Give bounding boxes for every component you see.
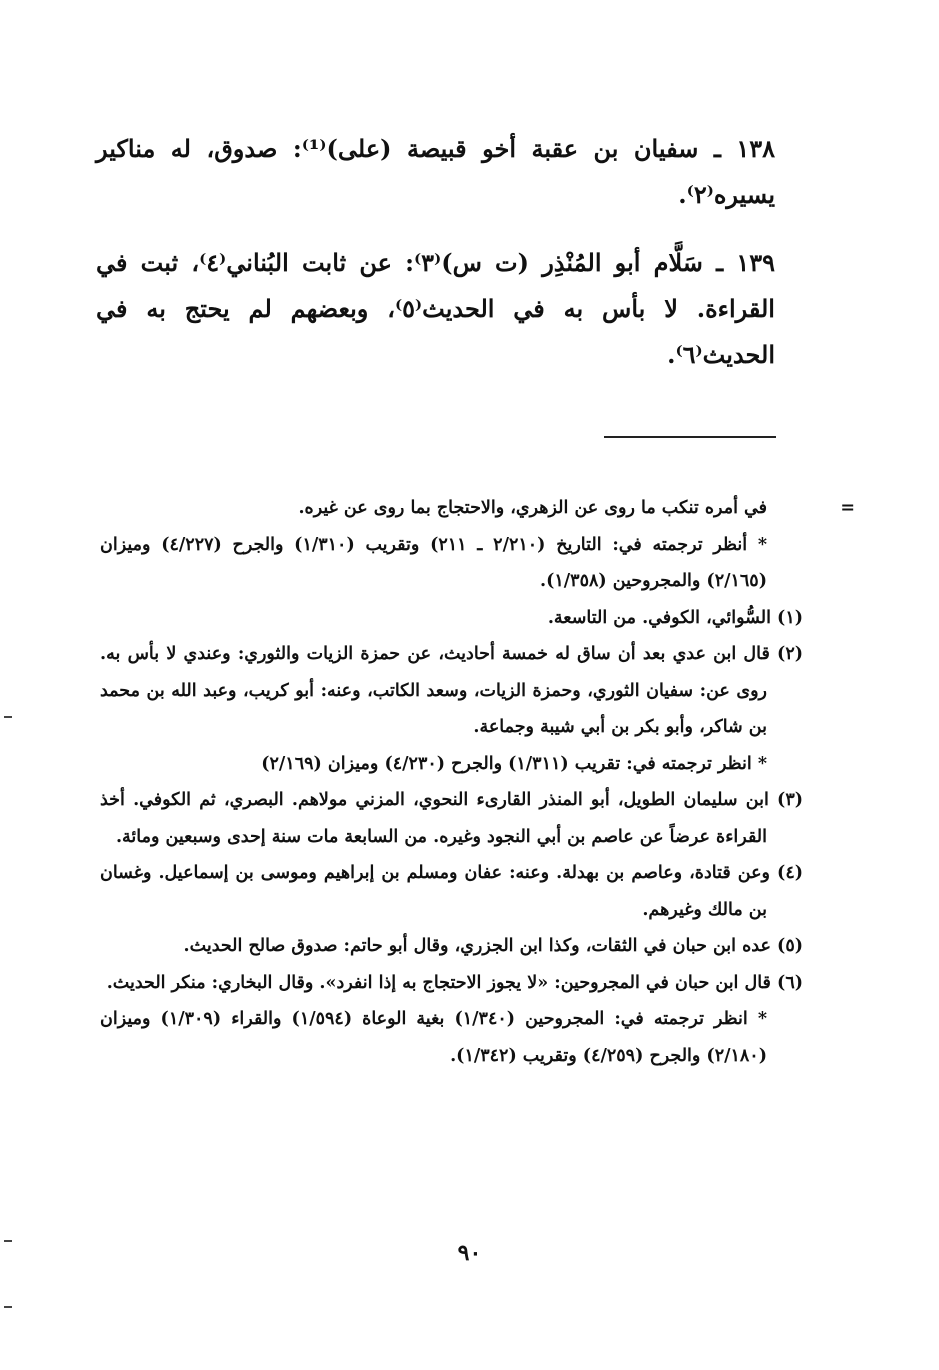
footnote-5: (٥) عده ابن حبان في الثقات، وكذا ابن الجزري، وقال أبو حاتم: صدوق صالح الحديث. — [183, 936, 803, 956]
footnote-continued-text: في أمره تنكب ما روى عن الزهري، والاحتجاج بما روى عن غيره. — [298, 498, 767, 518]
margin-mark — [4, 716, 12, 718]
footnote-6-refs: * انظر ترجمته في: المجروحين (١/٣٤٠) بغية الوعاة (١/٥٩٤) والقراء (١/٣٠٩) وميزان (٢/١٨٠) والجرح (٤/٢٥٩) وتقريب (١/٣٤٢). — [100, 1009, 767, 1066]
footnote-6: (٦) قال ابن حبان في المجروحين: «لا يجوز الاحتجاج به إذا انفرد». وقال البخاري: منكر الحديث. — [106, 972, 803, 993]
footnote-separator — [604, 436, 776, 438]
footnote-continued-refs: * أنظر ترجمته في: التاريخ (٢/٢١٠ ـ ٢١١) وتقريب (١/٣١٠) والجرح (٤/٢٢٧) وميزان (٢/١٦٥) والمجروحين (١/٣٥٨). — [100, 534, 767, 591]
continuation-mark: = — [840, 498, 855, 518]
footnote-2-refs: * انظر ترجمته في: تقريب (١/٣١١) والجرح (٤/٢٣٠) وميزان (٢/١٦٩) — [261, 753, 767, 774]
footnote-3: (٣) ابن سليمان الطويل، أبو المنذر القارىء النحوي، المزني مولاهم. البصري، ثم الكوفي. أخذ القراءة عرضاً عن عاصم بن أبي النجود وغيره. من السابعة مات سنة إحدى وسبعين ومائة. — [100, 790, 803, 847]
footnote-1: (١) السُّوائي، الكوفي. من التاسعة. — [547, 607, 803, 628]
footnote-continued — [100, 490, 855, 527]
footnote-4: (٤) وعن قتادة، وعاصم بن بهدلة. وعنه: عفان ومسلم بن إبراهيم وموسى بن إسماعيل. وغسان بن مالك وغيرهم. — [100, 863, 803, 920]
margin-mark — [4, 1240, 12, 1242]
margin-mark — [4, 1306, 12, 1308]
page-number: ٩٠ — [457, 1240, 482, 1266]
footnotes — [100, 490, 855, 1074]
entry-138: ١٣٨ ـ سفيان بن عقبة أخو قبيصة (على)⁽¹⁾: صدوق، له مناكير يسيره⁽٢⁾. — [96, 134, 775, 209]
footnote-2: (٢) قال ابن عدي بعد أن ساق له خمسة أحاديث، عن حمزة الزيات والثوري: وعندي لا بأس به. روى عن: سفيان الثوري، وحمزة الزيات، وسعد الكاتب، وعنه: أبو كريب، وعبد الله بن محمد بن شاكر، وأبو بكر بن أبي شيبة وجماعة. — [100, 644, 803, 737]
entry-139: ١٣٩ ـ سَلَّام أبو المُنْذِر (ت س)⁽٣⁾: عن ثابت البُناني⁽٤⁾، ثبت في القراءة. لا بأس به في الحديث⁽٥⁾، وبعضهم لم يحتج به في الحديث⁽٦⁾. — [96, 248, 775, 369]
